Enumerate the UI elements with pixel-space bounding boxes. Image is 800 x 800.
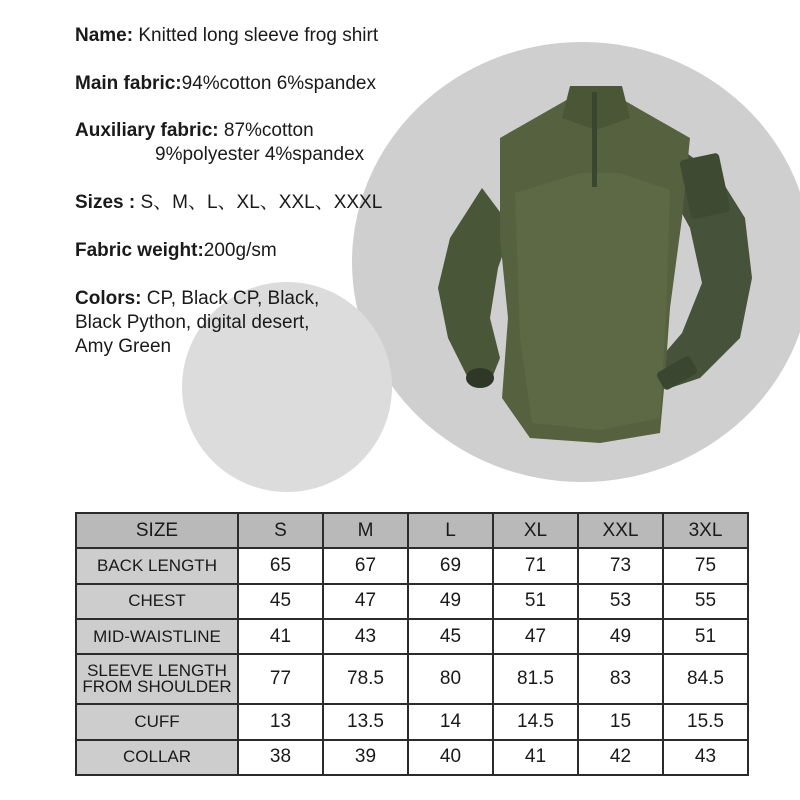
spec-auxiliary-fabric-key: Auxiliary fabric: xyxy=(75,120,224,141)
spec-sizes xyxy=(75,191,382,215)
table-cell: 43 xyxy=(323,619,408,654)
table-cell: 38 xyxy=(238,740,323,775)
table-cell: 75 xyxy=(663,548,748,583)
table-header-cell: 3XL xyxy=(663,513,748,548)
table-cell: 41 xyxy=(493,740,578,775)
table-cell: 49 xyxy=(408,584,493,619)
table-row xyxy=(76,548,748,583)
table-cell: 13 xyxy=(238,704,323,739)
row-label: COLLAR xyxy=(76,740,238,775)
table-cell: 73 xyxy=(578,548,663,583)
table-cell: 39 xyxy=(323,740,408,775)
spec-main-fabric-value: 94%cotton 6%spandex xyxy=(181,73,376,94)
table-header-cell: SIZE xyxy=(76,513,238,548)
table-cell: 69 xyxy=(408,548,493,583)
spec-auxiliary-fabric xyxy=(75,119,364,167)
table-cell: 83 xyxy=(578,654,663,704)
row-label: CHEST xyxy=(76,584,238,619)
spec-colors-cont2: Amy Green xyxy=(75,336,172,357)
table-cell: 13.5 xyxy=(323,704,408,739)
row-label: CUFF xyxy=(76,704,238,739)
table-header-row xyxy=(76,513,748,548)
table-row xyxy=(76,704,748,739)
table-cell: 43 xyxy=(663,740,748,775)
table-cell: 45 xyxy=(238,584,323,619)
table-cell: 14.5 xyxy=(493,704,578,739)
table-cell: 84.5 xyxy=(663,654,748,704)
table-cell: 55 xyxy=(663,584,748,619)
table-cell: 78.5 xyxy=(323,654,408,704)
table-cell: 47 xyxy=(323,584,408,619)
table-row xyxy=(76,584,748,619)
table-row xyxy=(76,619,748,654)
table-cell: 15 xyxy=(578,704,663,739)
spec-name xyxy=(75,24,378,48)
spec-fabric-weight xyxy=(75,239,277,263)
table-cell: 14 xyxy=(408,704,493,739)
spec-sizes-key: Sizes : xyxy=(75,192,141,213)
table-cell: 49 xyxy=(578,619,663,654)
table-header-cell: S xyxy=(238,513,323,548)
spec-auxiliary-fabric-cont: 9%polyester 4%spandex xyxy=(155,144,365,165)
table-header-cell: M xyxy=(323,513,408,548)
table-header-cell: XXL xyxy=(578,513,663,548)
table-cell: 80 xyxy=(408,654,493,704)
spec-name-value: Knitted long sleeve frog shirt xyxy=(138,25,379,46)
table-cell: 47 xyxy=(493,619,578,654)
row-label: BACK LENGTH xyxy=(76,548,238,583)
spec-fabric-weight-key: Fabric weight: xyxy=(75,240,204,261)
table-cell: 65 xyxy=(238,548,323,583)
row-label xyxy=(76,654,238,704)
spec-colors-value: CP, Black CP, Black, xyxy=(146,288,320,309)
spec-main-fabric xyxy=(75,72,376,96)
row-label: MID-WAISTLINE xyxy=(76,619,238,654)
table-row xyxy=(76,740,748,775)
spec-fabric-weight-value: 200g/sm xyxy=(203,240,277,261)
table-header-cell: L xyxy=(408,513,493,548)
table-cell: 51 xyxy=(663,619,748,654)
row-label-line1: SLEEVE LENGTH xyxy=(87,661,227,681)
table-row xyxy=(76,654,748,704)
table-cell: 42 xyxy=(578,740,663,775)
table-cell: 40 xyxy=(408,740,493,775)
table-cell: 81.5 xyxy=(493,654,578,704)
spec-colors xyxy=(75,287,319,359)
spec-colors-key: Colors: xyxy=(75,288,147,309)
table-header-cell: XL xyxy=(493,513,578,548)
spec-name-key: Name: xyxy=(75,25,139,46)
table-cell: 67 xyxy=(323,548,408,583)
table-cell: 41 xyxy=(238,619,323,654)
table-cell: 45 xyxy=(408,619,493,654)
spec-main-fabric-key: Main fabric: xyxy=(75,73,182,94)
table-cell: 77 xyxy=(238,654,323,704)
row-label-line2: FROM SHOULDER xyxy=(82,677,232,697)
table-cell: 51 xyxy=(493,584,578,619)
table-cell: 15.5 xyxy=(663,704,748,739)
spec-colors-cont: Black Python, digital desert, xyxy=(75,312,310,333)
size-chart-table xyxy=(75,512,749,776)
product-shirt-image xyxy=(420,78,770,458)
spec-auxiliary-fabric-value: 87%cotton xyxy=(223,120,314,141)
table-cell: 71 xyxy=(493,548,578,583)
table-cell: 53 xyxy=(578,584,663,619)
spec-sizes-value: S、M、L、XL、XXL、XXXL xyxy=(140,192,383,213)
